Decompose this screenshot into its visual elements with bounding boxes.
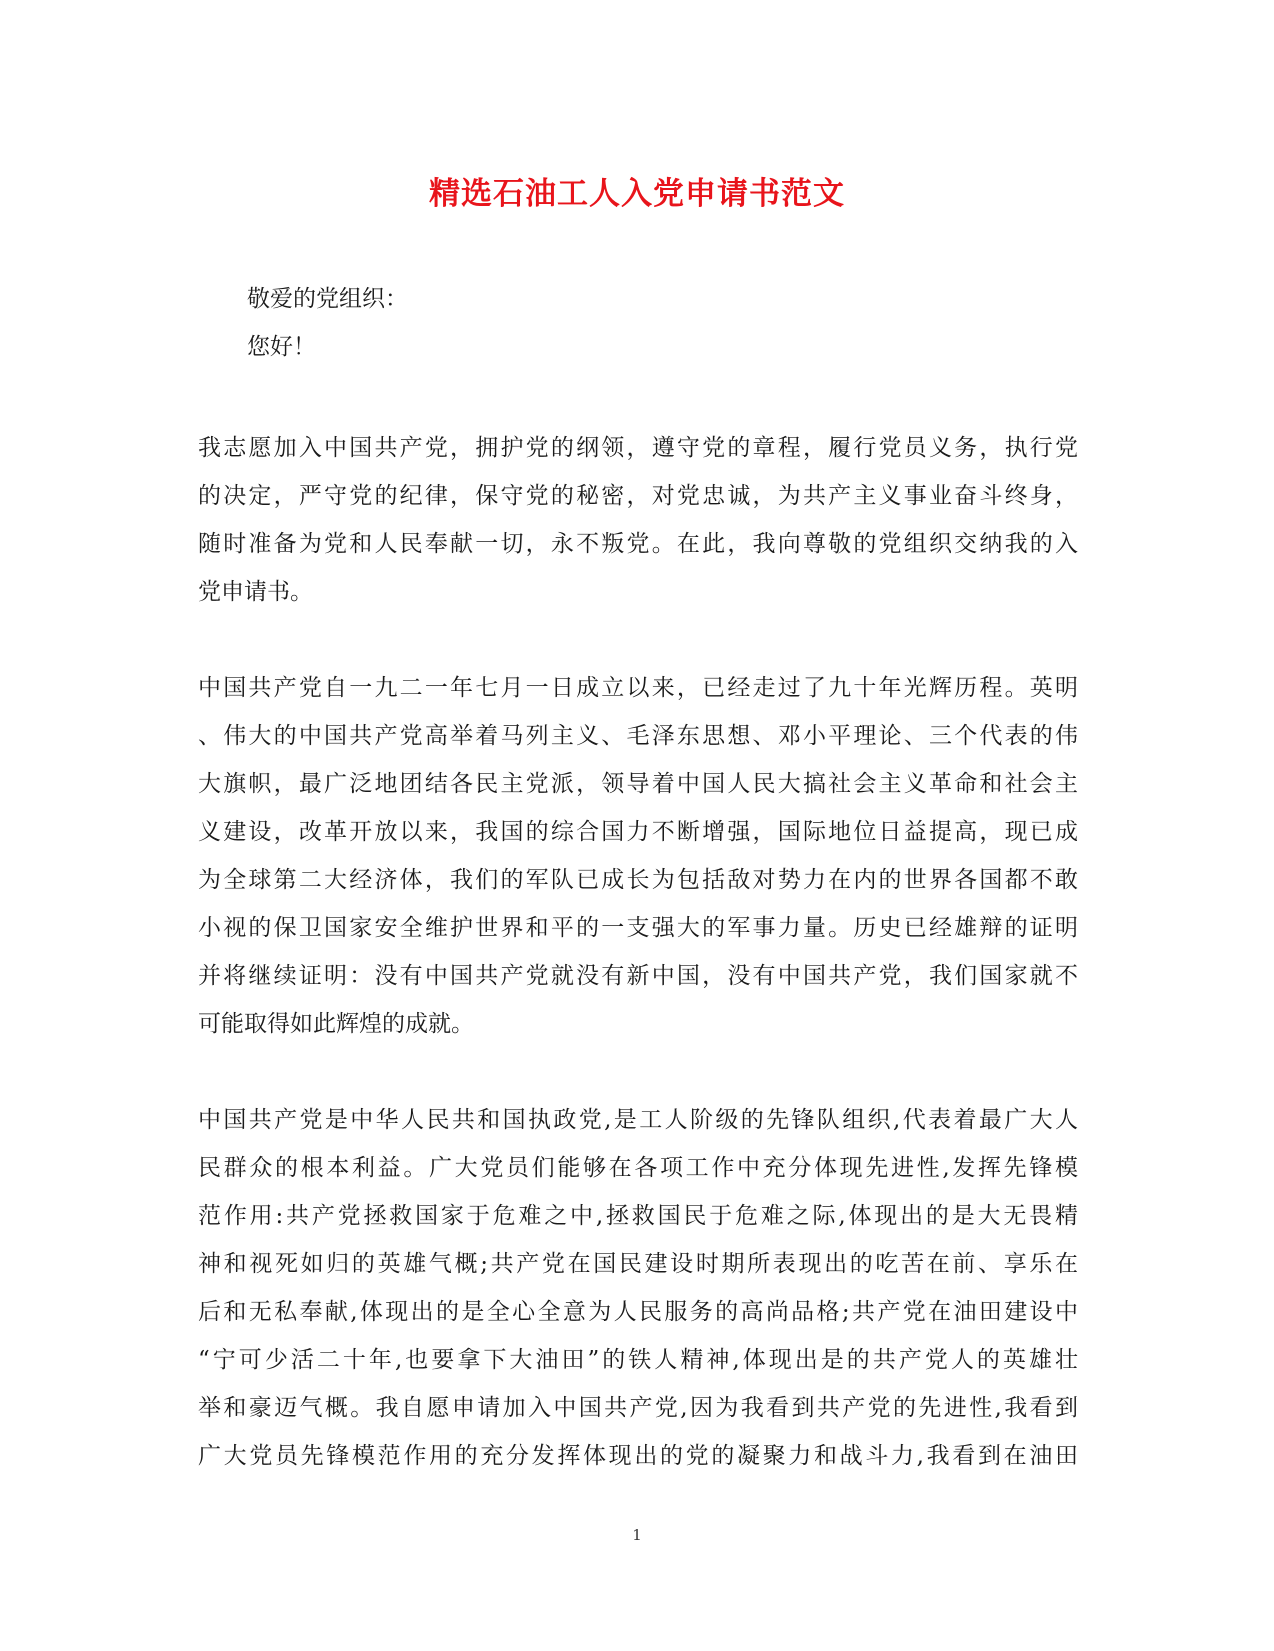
paragraph-line: 我志愿加入中国共产党，拥护党的纲领，遵守党的章程，履行党员义务，执行党 [198,435,1078,461]
paragraph-line: 举和豪迈气概。我自愿申请加入中国共产党,因为我看到共产党的先进性,我看到 [198,1395,1078,1421]
paragraph-line: 小视的保卫国家安全维护世界和平的一支强大的军事力量。历史已经雄辩的证明 [198,915,1078,941]
paragraph-line: 大旗帜，最广泛地团结各民主党派，领导着中国人民大搞社会主义革命和社会主 [198,771,1078,797]
page-number: 1 [632,1526,642,1544]
paragraph-line: 民群众的根本利益。广大党员们能够在各项工作中充分体现先进性,发挥先锋模 [198,1155,1078,1181]
paragraph-line: 党申请书。 [198,579,313,605]
greeting-line: 您好！ [247,334,316,360]
paragraph-1 [198,424,1078,616]
paragraph-line: 后和无私奉献,体现出的是全心全意为人民服务的高尚品格;共产党在油田建设中 [198,1299,1078,1325]
paragraph-line: 中国共产党是中华人民共和国执政党,是工人阶级的先锋队组织,代表着最广大人 [198,1107,1078,1133]
document-title: 精选石油工人入党申请书范文 [429,176,845,212]
paragraph-line: 神和视死如归的英雄气概;共产党在国民建设时期所表现出的吃苦在前、享乐在 [198,1251,1078,1277]
paragraph-line: 中国共产党自一九二一年七月一日成立以来，已经走过了九十年光辉历程。英明 [198,675,1078,701]
paragraph-line: 、伟大的中国共产党高举着马列主义、毛泽东思想、邓小平理论、三个代表的伟 [198,723,1078,749]
salutation: 敬爱的党组织： [247,286,408,312]
paragraph-line: 可能取得如此辉煌的成就。 [198,1011,474,1037]
paragraph-line: 广大党员先锋模范作用的充分发挥体现出的党的凝聚力和战斗力,我看到在油田 [198,1443,1078,1469]
paragraph-2 [198,664,1078,1048]
paragraph-3 [198,1096,1078,1480]
paragraph-line: 随时准备为党和人民奉献一切，永不叛党。在此，我向尊敬的党组织交纳我的入 [198,531,1078,557]
paragraph-line: “宁可少活二十年,也要拿下大油田”的铁人精神,体现出是的共产党人的英雄壮 [198,1347,1078,1373]
paragraph-line: 义建设，改革开放以来，我国的综合国力不断增强，国际地位日益提高，现已成 [198,819,1078,845]
paragraph-line: 为全球第二大经济体，我们的军队已成长为包括敌对势力在内的世界各国都不敢 [198,867,1078,893]
paragraph-line: 并将继续证明：没有中国共产党就没有新中国，没有中国共产党，我们国家就不 [198,963,1078,989]
paragraph-line: 的决定，严守党的纪律，保守党的秘密，对党忠诚，为共产主义事业奋斗终身， [198,483,1078,509]
paragraph-line: 范作用:共产党拯救国家于危难之中,拯救国民于危难之际,体现出的是大无畏精 [198,1203,1078,1229]
